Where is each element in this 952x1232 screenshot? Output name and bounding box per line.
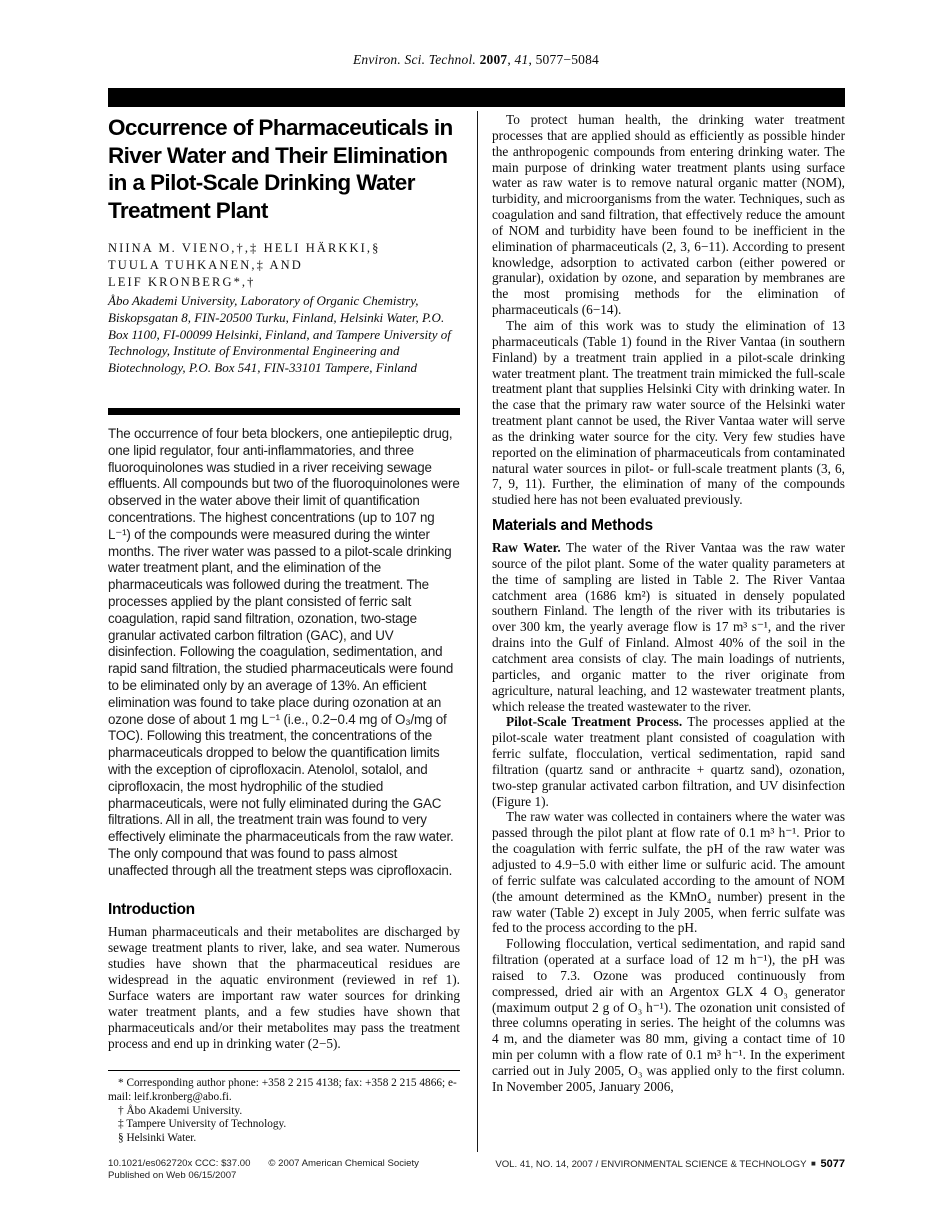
published-date: Published on Web 06/15/2007: [108, 1169, 237, 1181]
page-number: 5077: [820, 1158, 845, 1170]
article-title: Occurrence of Pharmaceuticals in River Water and Their Elimination in a Pilot-Scale Drinking Water Treatment Plant: [108, 115, 453, 223]
footer-right: [365, 1158, 845, 1170]
affiliation: Åbo Akademi University, Laboratory of Organic Chemistry, Biskopsgatan 8, FIN-20500 Turku, Finland, Helsinki Water, P.O. Box 1100, FI-00099 Helsinki, Finland, and Tampere University of Technology, Institute of Environmental Engineering and Biotechnology, P.O. Box 541, FIN-33101 Tampere, Finland: [108, 293, 451, 376]
section-heading-introduction: Introduction: [108, 901, 195, 918]
footnotes-block: [108, 1077, 460, 1146]
journal-volume: 41: [514, 52, 529, 67]
author-line-1: NIINA M. VIENO,†,‡ HELI HÄRKKI,§: [108, 241, 381, 255]
author-line-2: TUULA TUHKANEN,‡ AND: [108, 258, 303, 272]
pilot-scale-paragraph: [492, 714, 845, 809]
square-bullet-icon: ■: [811, 1159, 816, 1168]
column-divider-rule: [477, 111, 478, 1152]
body-paragraph-1: To protect human health, the drinking water treatment processes that are applied should as efficiently as possible hinder the anthropogenic compounds from entering drinking water. The main purpose of drinking water treatment plants using surface water as raw water is to remove natural organic matter (NOM), turbidity, and microorganisms from the water. Techniques, such as coagulation and sand filtration, that effectively reduce the amount of NOM and turbidity have been found to be inefficient in the elimination of pharmaceuticals (2, 3, 6−11). According to present knowledge, adsorption to activated carbon (either powered or granular), oxidation by ozone, and separation by membranes are the most promising methods for the elimination of pharmaceuticals (6−14).: [492, 112, 845, 318]
footnote-corresponding-author: * Corresponding author phone: +358 2 215 4138; fax: +358 2 215 4866; e-mail: leif.kronberg@abo.fi.: [108, 1077, 457, 1103]
introduction-paragraph: Human pharmaceuticals and their metabolites are discharged by sewage treatment plants to river, lake, and sea water. Numerous studies have shown that the pharmaceutical residues are widespread in the aquatic environment (reviewed in ref 1). Surface waters are important raw water sources for drinking water treatment plants, and a few studies have shown that pharmaceuticals and/or their metabolites may pass the treatment process and end up in drinking water (2−5).: [108, 924, 460, 1051]
journal-name: Environ. Sci. Technol.: [352, 52, 476, 67]
pilot-scale-lead: Pilot-Scale Treatment Process.: [506, 714, 683, 730]
doi-ccc: 10.1021/es062720x CCC: $37.00: [108, 1158, 251, 1169]
pilot-scale-text: The processes applied at the pilot-scale water treatment plant consisted of coagulation with ferric sulfate, flocculation, vertical sedimentation, rapid sand filtration (quartz sand or anthracite + quartz sand), ozonation, two-step granular activated carbon filtration, and UV disinfection (Figure 1).: [492, 714, 845, 809]
author-line-3: LEIF KRONBERG*,†: [108, 275, 256, 289]
raw-water-lead: Raw Water.: [492, 540, 561, 556]
journal-pages: 5077−5084: [535, 52, 600, 67]
journal-running-head: Environ. Sci. Technol. 2007, 41, 5077−5084: [352, 52, 600, 67]
body-paragraph-6: Following flocculation, vertical sedimentation, and rapid sand filtration (operated at a surface load of 12 m h⁻¹), the pH was raised to 7.3. Ozone was produced continuously from compressed, dried air with an Argentox GLX 4 O₃ generator (maximum output 2 g of O₃ h⁻¹). The ozonation unit consisted of three columns operating in series. The height of the columns was 4 m, and the diameter was 80 mm, giving a contact time of 10 min per column with a flow rate of 0.1 m³ h⁻¹. In the experiment carried out in July 2005, O₃ was applied only to the first column. In November 2005, January 2006,: [492, 936, 845, 1094]
abstract-text: The occurrence of four beta blockers, one antiepileptic drug, one lipid regulator, four anti-inflammatories, and three fluoroquinolones was studied in a river receiving sewage effluents. All compounds but two of the fluoroquinolones were observed in the water above their limit of quantification concentrations. The highest concentrations (up to 107 ng L⁻¹) of the compounds were measured during the winter months. The river water was passed to a pilot-scale drinking water treatment plant, and the elimination of the pharmaceuticals was followed during the treatment. The processes applied by the plant consisted of ferric salt coagulation, rapid sand filtration, ozonation, two-stage granular activated carbon filtration (GAC), and UV disinfection. Following the coagulation, sedimentation, and rapid sand filtration, the studied pharmaceuticals were found to be eliminated only by an average of 13%. An efficient elimination was found to take place during ozonation at an ozone dose of about 1 mg L⁻¹ (i.e., 0.2−0.4 mg of O₃/mg of TOC). Following this treatment, the concentrations of the pharmaceuticals dropped to below the quantification limits with the exception of ciprofloxacin. Atenolol, sotalol, and ciprofloxacin, the most hydrophilic of the studied pharmaceuticals, were not fully eliminated during the GAC filtrations. All in all, the treatment train was found to very effectively eliminate the pharmaceuticals from the raw water. The only compound that was found to pass almost unaffected through all the treatment steps was ciprofloxacin.: [108, 426, 460, 878]
author-list: [108, 240, 464, 291]
section-heading-materials-methods: Materials and Methods: [492, 517, 653, 535]
raw-water-text: The water of the River Vantaa was the raw water source of the pilot plant. Some of the water quality parameters at the time of sampling are listed in Table 2. The River Vantaa catchment area (1686 km²) is situated in densely populated southern Finland. The length of the river with its tributaries is over 300 km, the yearly average flow is 17 m³ s⁻¹, and the river drains into the Gulf of Finland. Almost 40% of the soil in the catchment area consists of clay. The main loadings of nutrients, particles, and organic matter to the river originate from agriculture, natural leaching, and 12 wastewater treatment plants, which release the treated wastewater to the river.: [492, 540, 846, 714]
volume-issue-info: VOL. 41, NO. 14, 2007 / ENVIRONMENTAL SCIENCE & TECHNOLOGY: [495, 1159, 807, 1170]
left-column: [108, 0, 460, 1232]
footnote-helsinki-water: § Helsinki Water.: [118, 1132, 197, 1145]
footnote-abo-akademi: † Åbo Akademi University.: [118, 1104, 243, 1117]
right-column: [492, 112, 845, 1095]
body-paragraph-2: The aim of this work was to study the elimination of 13 pharmaceuticals (Table 1) found in the River Vantaa (in southern Finland) by a treatment train applied in a pilot-scale drinking water treatment plant. The treatment train mimicked the full-scale treatment plant that supplies Helsinki City with drinking water. In the case that the primary raw water source of the Helsinki water treatment plant cannot be used, the River Vantaa water will serve as the drinking water source for the city. Very few studies have reported on the elimination of pharmaceuticals from contaminated natural water sources in pilot- or full-scale treatment plants (3, 6, 7, 9, 11). Further, the elimination of many of the compounds studied here has not been evaluated previously.: [492, 317, 845, 508]
footnote-rule: [108, 1070, 460, 1071]
raw-water-paragraph: [492, 540, 845, 714]
abstract-separator-bar: [108, 408, 460, 415]
journal-year: 2007: [479, 52, 508, 67]
copyright: © 2007 American Chemical Society: [268, 1158, 419, 1169]
body-paragraph-5: The raw water was collected in containers where the water was passed through the pilot plant at flow rate of 0.1 m³ h⁻¹. Prior to the coagulation with ferric sulfate, the pH of the raw water was adjusted to 4.9−5.0 with either lime or sulfuric acid. The amount of ferric sulfate was calculated according to the amount of NOM (the amount determined as the KMnO₄ number) present in the raw water (Table 2) except in July 2005, when ferric sulfate was fed to the process according to the pH.: [492, 809, 845, 936]
footnote-tampere: ‡ Tampere University of Technology.: [118, 1118, 287, 1131]
